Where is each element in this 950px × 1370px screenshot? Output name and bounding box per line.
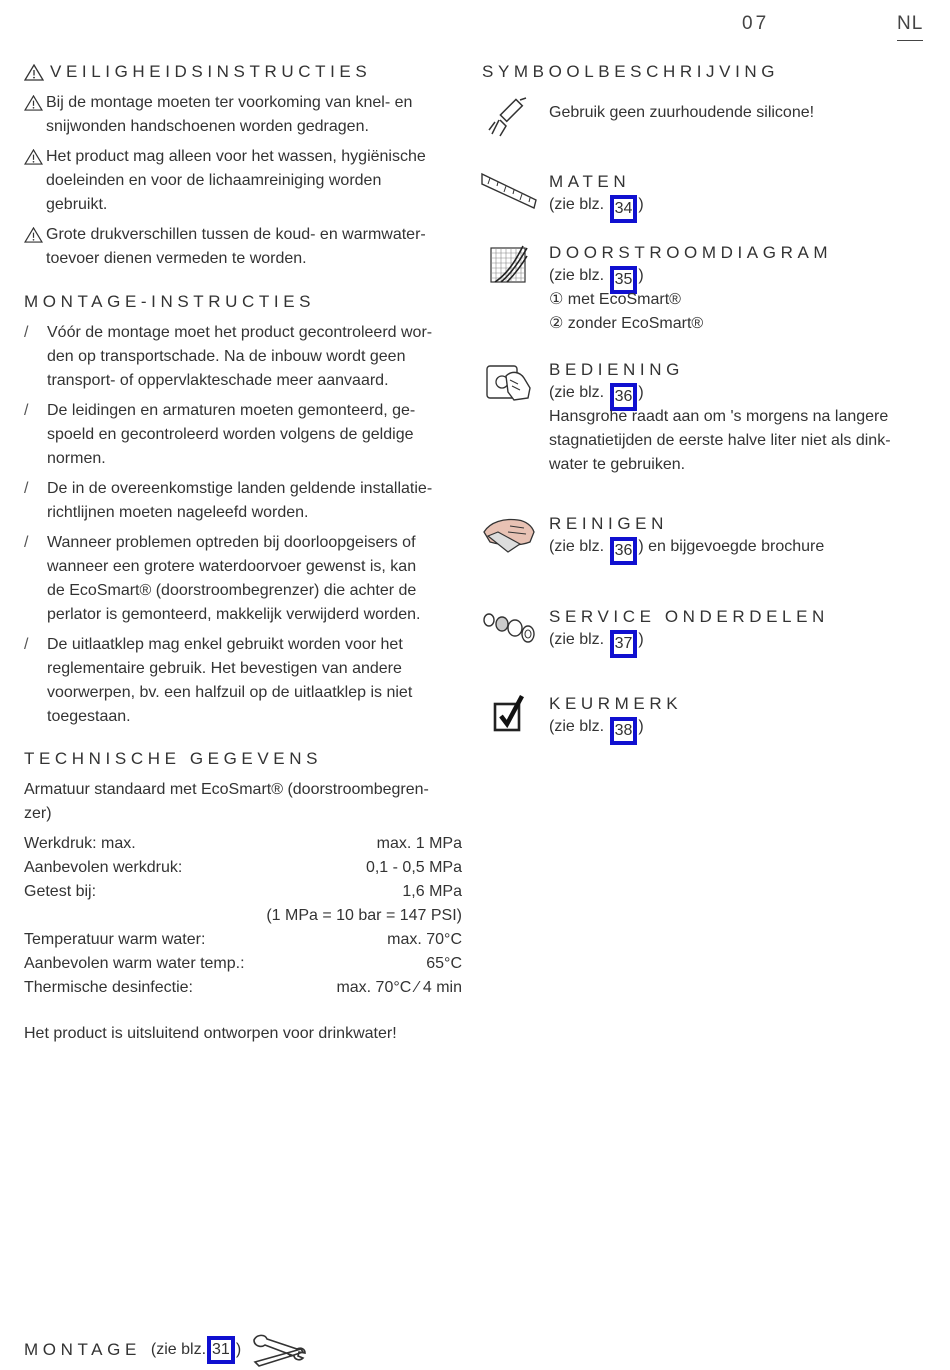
text-line: Vóór de montage moet het product gecontroleerd wor- bbox=[47, 324, 433, 341]
approval-block bbox=[549, 693, 682, 739]
technical-heading: TECHNISCHE GEGEVENS bbox=[24, 749, 323, 768]
assembly-title: MONTAGE bbox=[24, 1340, 141, 1359]
hand-operating-icon bbox=[484, 358, 532, 404]
bullet-mark: / bbox=[24, 636, 29, 653]
text-line: richtlijnen moeten nageleefd worden. bbox=[47, 504, 309, 521]
text-line: transport- of oppervlakteschade meer aanvaard. bbox=[47, 372, 389, 389]
cleaning-block bbox=[549, 513, 824, 559]
technical-intro bbox=[24, 778, 464, 826]
dimensions-title: MATEN bbox=[549, 172, 631, 191]
text-line: snijwonden handschoenen worden gedragen. bbox=[46, 118, 369, 135]
bullet-mark: / bbox=[24, 480, 29, 497]
text-line: normen. bbox=[47, 450, 106, 467]
cleaning-title: REINIGEN bbox=[549, 514, 668, 533]
spec-label: Thermische desinfectie: bbox=[24, 979, 193, 996]
language-code: NL bbox=[897, 12, 923, 41]
text-line: de EcoSmart® (doorstroombegrenzer) die achter de bbox=[47, 582, 417, 599]
warning-icon bbox=[24, 227, 43, 243]
spec-row bbox=[24, 880, 462, 904]
text-line: Bij de montage moeten ter voorkoming van knel- en bbox=[46, 94, 413, 111]
spec-value: 1,6 MPa bbox=[402, 883, 462, 900]
see-page-prefix: (zie blz. bbox=[549, 384, 605, 401]
spec-row bbox=[24, 976, 462, 1000]
text-line: gebruikt. bbox=[46, 196, 108, 213]
spec-row bbox=[24, 928, 462, 952]
spec-label: Werkdruk: max. bbox=[24, 835, 136, 852]
flow-title: DOORSTROOMDIAGRAM bbox=[549, 243, 833, 262]
installation-item bbox=[24, 633, 464, 729]
approval-checkbox-icon bbox=[492, 694, 526, 734]
assembly-suffix: ) bbox=[235, 1341, 242, 1358]
installation-item bbox=[24, 321, 464, 393]
warning-icon bbox=[24, 95, 43, 111]
flow-with-ecosmart: ① met EcoSmart® bbox=[549, 291, 681, 308]
spec-label: Aanbevolen werkdruk: bbox=[24, 859, 183, 876]
operation-block bbox=[549, 359, 891, 477]
text-line: doeleinden en voor de lichaamreiniging worden bbox=[46, 172, 382, 189]
drinking-water-note: Het product is uitsluitend ontworpen voor drinkwater! bbox=[24, 1025, 397, 1042]
see-page-suffix: ) bbox=[638, 718, 644, 735]
wrench-icon bbox=[251, 1332, 307, 1368]
see-page-suffix: ) bbox=[638, 267, 644, 284]
text-line: water te gebruiken. bbox=[549, 456, 686, 473]
text-line: Grote drukverschillen tussen de koud- en warmwater- bbox=[46, 226, 426, 243]
cleaning-suffix: ) en bijgevoegde brochure bbox=[638, 538, 825, 555]
approval-page-link[interactable]: 38 bbox=[610, 717, 638, 745]
service-page-link[interactable]: 37 bbox=[610, 630, 638, 658]
spec-label: Getest bij: bbox=[24, 883, 97, 900]
service-block bbox=[549, 606, 829, 652]
approval-title: KEURMERK bbox=[549, 694, 683, 713]
installation-item bbox=[24, 477, 464, 525]
spec-row bbox=[24, 952, 462, 976]
text-line: Armatuur standaard met EcoSmart® (doorstroombegren- bbox=[24, 781, 429, 798]
see-page-suffix: ) bbox=[638, 196, 644, 213]
installation-heading: MONTAGE-INSTRUCTIES bbox=[24, 292, 316, 311]
installation-list bbox=[24, 321, 464, 729]
assembly-reference bbox=[24, 1332, 307, 1368]
dimensions-block bbox=[549, 171, 644, 217]
text-line: De leidingen en armaturen moeten gemonteerd, ge- bbox=[47, 402, 416, 419]
page-number: 07 bbox=[742, 13, 770, 34]
text-line: zer) bbox=[24, 805, 52, 822]
warning-icon bbox=[24, 64, 44, 81]
text-line: De uitlaatklep mag enkel gebruikt worden voor het bbox=[47, 636, 403, 653]
safety-item bbox=[24, 145, 464, 217]
spec-value: max. 70°C ⁄ 4 min bbox=[336, 979, 462, 996]
safety-item bbox=[24, 91, 464, 139]
spec-value: (1 MPa = 10 bar = 147 PSI) bbox=[266, 907, 462, 924]
spec-label: Aanbevolen warm water temp.: bbox=[24, 955, 245, 972]
text-line: den op transportschade. Na de inbouw wordt geen bbox=[47, 348, 406, 365]
dimensions-page-link[interactable]: 34 bbox=[610, 195, 638, 223]
see-page-suffix: ) bbox=[638, 631, 644, 648]
service-title: SERVICE ONDERDELEN bbox=[549, 607, 829, 626]
bullet-mark: / bbox=[24, 324, 29, 341]
silicone-gun-icon bbox=[486, 96, 530, 140]
text-line: wanneer een grotere waterdoorvoer gewenst is, kan bbox=[47, 558, 417, 575]
cleaning-page-link[interactable]: 36 bbox=[610, 537, 638, 565]
spec-value: max. 1 MPa bbox=[376, 835, 462, 852]
flow-page-link[interactable]: 35 bbox=[610, 266, 638, 294]
text-line: reglementaire gebruik. Het bevestigen van andere bbox=[47, 660, 402, 677]
operation-page-link[interactable]: 36 bbox=[610, 383, 638, 411]
operation-title: BEDIENING bbox=[549, 360, 684, 379]
installation-item bbox=[24, 399, 464, 471]
safety-item bbox=[24, 223, 464, 271]
silicone-warning-text: Gebruik geen zuurhoudende silicone! bbox=[549, 104, 815, 121]
spec-value: 65°C bbox=[426, 955, 462, 972]
text-line: voorwerpen, bv. een halfzuil op de uitlaatklep is niet bbox=[47, 684, 413, 701]
bullet-mark: / bbox=[24, 402, 29, 419]
flow-block bbox=[549, 242, 832, 336]
text-line: Hansgrohe raadt aan om 's morgens na langere bbox=[549, 408, 889, 425]
text-line: toegestaan. bbox=[47, 708, 131, 725]
spec-row bbox=[24, 856, 462, 880]
spec-label: Temperatuur warm water: bbox=[24, 931, 206, 948]
safety-list bbox=[24, 91, 464, 271]
spec-value: 0,1 - 0,5 MPa bbox=[365, 859, 462, 876]
text-line: De in de overeenkomstige landen geldende installatie- bbox=[47, 480, 433, 497]
text-line: spoeld en gecontroleerd worden volgens de geldige bbox=[47, 426, 414, 443]
assembly-prefix: (zie blz. bbox=[150, 1341, 207, 1358]
assembly-page-link[interactable]: 31 bbox=[207, 1336, 235, 1364]
see-page-suffix: ) bbox=[638, 384, 644, 401]
spec-value: max. 70°C bbox=[387, 931, 462, 948]
cleaning-hand-icon bbox=[480, 512, 538, 556]
text-line: toevoer dienen vermeden te worden. bbox=[46, 250, 307, 267]
spec-table bbox=[24, 832, 462, 1000]
installation-item bbox=[24, 531, 464, 627]
text-line: perlator is gemonteerd, makkelijk verwijderd worden. bbox=[47, 606, 421, 623]
symbols-heading: SYMBOOLBESCHRIJVING bbox=[482, 62, 780, 81]
see-page-prefix: (zie blz. bbox=[549, 196, 605, 213]
text-line: Wanneer problemen optreden bij doorloopgeisers of bbox=[47, 534, 416, 551]
warning-icon bbox=[24, 149, 43, 165]
see-page-prefix: (zie blz. bbox=[549, 538, 605, 555]
spec-row bbox=[24, 904, 462, 928]
flow-diagram-icon bbox=[489, 244, 529, 284]
see-page-prefix: (zie blz. bbox=[549, 718, 605, 735]
ruler-icon bbox=[480, 172, 538, 212]
text-line: Het product mag alleen voor het wassen, hygiënische bbox=[46, 148, 426, 165]
safety-heading bbox=[24, 62, 371, 82]
spare-parts-icon bbox=[481, 606, 537, 646]
bullet-mark: / bbox=[24, 534, 29, 551]
see-page-prefix: (zie blz. bbox=[549, 267, 605, 284]
safety-heading-text: VEILIGHEIDSINSTRUCTIES bbox=[50, 62, 372, 81]
flow-without-ecosmart: ② zonder EcoSmart® bbox=[549, 315, 704, 332]
see-page-prefix: (zie blz. bbox=[549, 631, 605, 648]
spec-row bbox=[24, 832, 462, 856]
text-line: stagnatietijden de eerste halve liter niet als dink- bbox=[549, 432, 891, 449]
